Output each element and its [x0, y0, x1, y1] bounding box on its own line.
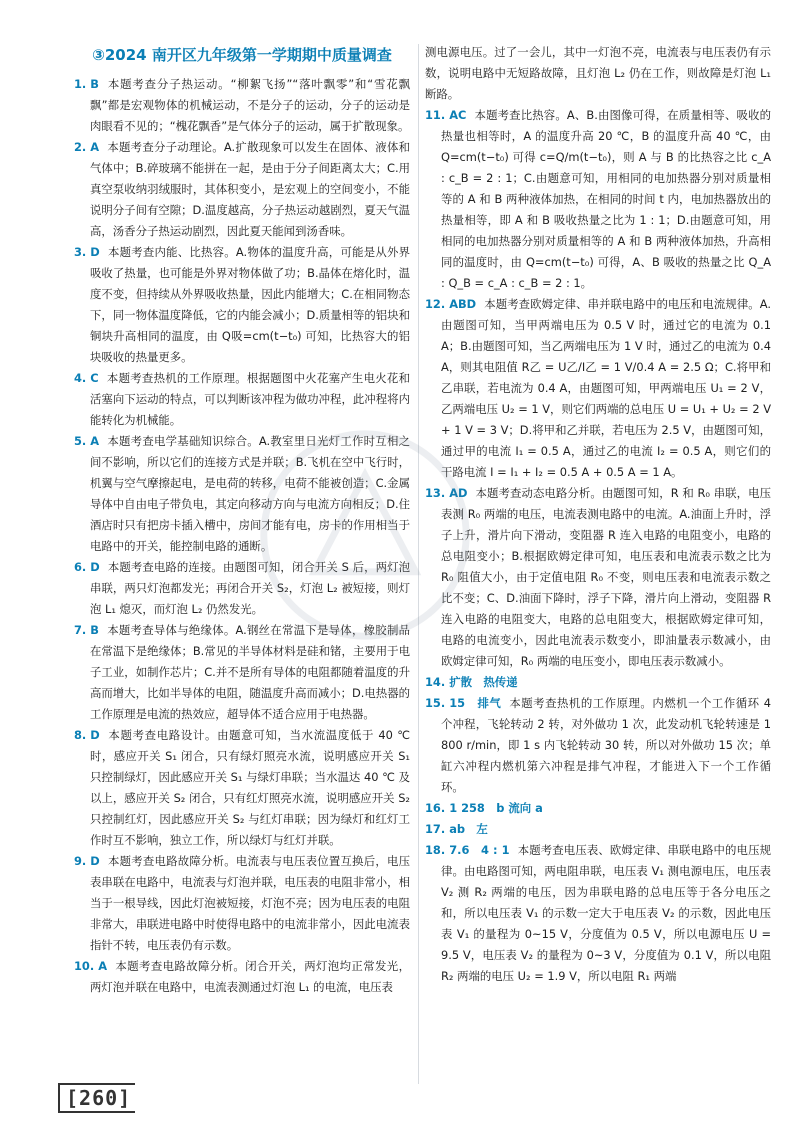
answer-item — [425, 798, 771, 819]
answer-item — [425, 840, 771, 987]
answer-item — [74, 851, 410, 956]
answer-item — [425, 693, 771, 798]
explanation-text: 本题考查电路故障分析。电流表与电压表位置互换后，电压表串联在电路中，电流表与灯泡并联，电压表的电阻非常小，相当于一根导线，因此灯泡被短接，灯泡不亮；因为电压表的电阻非常大，串联进电路中时使得电路中的电流非常小，因此电流表指针不转，电压表仍有示数。 — [90, 854, 410, 952]
answer-item — [74, 137, 410, 242]
explanation-text: 本题考查欧姆定律、串并联电路中的电压和电流规律。A.由题图可知，当甲两端电压为 0.5 V 时，通过它的电流为 0.1 A；B.由题图可知，当乙两端电压为 1 V 时，通过乙的电流为 0.4 A，则其电阻值 R乙 = U乙/I乙 = 1 V/0.4 A = 2.5 Ω；C.将甲和乙串联，若电流为 0.4 A，由题图可知，甲两端电压 U₁ = 2 V，乙两端电压 U₂ = 1 V，则它们两端的总电压 U = U₁ + U₂ = 2 V + 1 V = 3 V；D.将甲和乙并联，若电压为 2.5 V，由题图可知，通过甲的电流 I₁ = 0.5 A，通过乙的电流 I₂ = 0.5 A，则它们的干路电流 I = I₁ + I₂ = 0.5 A + 0.5 A = 1 A。 — [441, 297, 771, 479]
explanation-text: 本题考查电压表、欧姆定律、串联电路中的电压规律。由电路图可知，两电阻串联，电压表 V₁ 测电源电压，电压表 V₂ 测 R₂ 两端的电压，因为串联电路的总电压等于各分电压之和，所以电压表 V₁ 的示数一定大于电压表 V₂ 的示数，因此电压表 V₁ 的量程为 0~15 V，分度值为 0.5 V，所以电源电压 U = 9.5 V，电压表 V₂ 的量程为 0~3 V，分度值为 0.1 V，所以电阻 R₂ 两端的电压 U₂ = 1.9 V，所以电阻 R₁ 两端 — [441, 843, 771, 983]
answer-item — [74, 74, 410, 137]
answer-key: ab 左 — [449, 822, 488, 836]
question-number: 5. — [74, 434, 87, 448]
answer-key: A — [98, 959, 108, 973]
explanation-text: 本题考查内能、比热容。A.物体的温度升高，可能是从外界吸收了热量，也可能是外界对物体做了功；B.晶体在熔化时，温度不变，但持续从外界吸收热量，因此内能增大；C.在相同物态下，同一物体温度降低，它的内能会减小；D.质量相等的铝块和铜块升高相同的温度，由 Q吸=cm(t−t₀) 可知，比热容大的铝块吸收的热量更多。 — [90, 245, 410, 364]
explanation-text: 测电源电压。过了一会儿，其中一灯泡不亮，电流表与电压表仍有示数，说明电路中无短路故障，且灯泡 L₂ 仍在工作，则故障是灯泡 L₁ 断路。 — [425, 45, 771, 101]
explanation-text: 本题考查动态电路分析。由题图可知，R 和 R₀ 串联，电压表测 R₀ 两端的电压，电流表测电路中的电流。A.油面上升时，浮子上升，滑片向下滑动，变阻器 R 连入电路的电阻变小，电路的总电阻变小；B.根据欧姆定律可知，电压表和电流表示数之比为 R₀ 阻值大小，由于定值电阻 R₀ 不变，则电压表和电流表示数之比不变；C、D.油面下降时，浮子下降，滑片向上滑动，变阻器 R 连入电路的电阻变大，电路的总电阻变大，根据欧姆定律可知，电路的电流变小，因此电流表示数变小，即油量表示数减小，由欧姆定律可知，R₀ 两端的电压变小，即电压表示数减小。 — [441, 486, 771, 668]
question-number: 2. — [74, 140, 87, 154]
answer-key: AC — [449, 108, 467, 122]
question-number: 7. — [74, 623, 87, 637]
answer-key: C — [90, 371, 99, 385]
question-number: 6. — [74, 560, 87, 574]
answer-key: D — [90, 245, 100, 259]
question-number: 15. — [425, 696, 446, 710]
watermark-logo — [250, 420, 480, 650]
answer-key: A — [90, 140, 100, 154]
answer-item — [425, 672, 771, 693]
question-number: 17. — [425, 822, 446, 836]
explanation-text: 本题考查导体与绝缘体。A.钢丝在常温下是导体，橡胶制品在常温下是绝缘体；B.常见的半导体材料是硅和锗，主要用于电子工业，如制作芯片；C.并不是所有导体的电阻都随着温度的升高而增大，比如半导体的电阻，随温度升高而减小；D.电热器的工作原理是电流的热效应，超导体不适合应用于电热器。 — [90, 623, 410, 721]
explanation-text: 本题考查热机的工作原理。内燃机一个工作循环 4 个冲程，飞轮转动 2 转，对外做功 1 次，此发动机飞轮转速是 1 800 r/min，即 1 s 内飞轮转动 30 转，所以对外做功 15 次；单缸六冲程内燃机第六冲程是排气冲程，才能进入下一个工作循环。 — [441, 696, 771, 794]
answer-key: D — [90, 854, 100, 868]
explanation-text: 本题考查比热容。A、B.由图像可得，在质量相等、吸收的热量也相等时，A 的温度升高 20 ℃，B 的温度升高 40 ℃，由 Q=cm(t−t₀) 可得 c=Q/m(t−t₀)，则 A 与 B 的比热容之比 c_A : c_B = 2 : 1；C.由题意可知，用相同的电加热器分别对质量相等的 A 和 B 两种液体加热，在相同的时间 t 内，电加热器放出的热量相等，即 A 和 B 吸收热量之比为 1 : 1；D.由题意可知，用相同的电加热器分别对质量相等的 A 和 B 两种液体加热，升高相同的温度时，由 Q=cm(t−t₀) 可得，A、B 吸收的热量之比 Q_A : Q_B = c_A : c_B = 2 : 1。 — [441, 108, 771, 290]
question-number: 11. — [425, 108, 446, 122]
question-number: 18. — [425, 843, 446, 857]
answer-key: 扩散 热传递 — [449, 675, 518, 689]
question-number: 14. — [425, 675, 446, 689]
explanation-text: 本题考查分子热运动。“柳絮飞扬”“落叶飘零”和“雪花飘飘”都是宏观物体的机械运动，不是分子的运动，分子的运动是肉眼看不见的；“槐花飘香”是气体分子的运动，属于扩散现象。 — [90, 77, 410, 133]
explanation-text: 本题考查电路设计。由题意可知，当水流温度低于 40 ℃ 时，感应开关 S₁ 闭合，只有绿灯照亮水流，说明感应开关 S₁ 只控制绿灯，因此感应开关 S₁ 与绿灯串联；当水温达 40 ℃ 及以上，感应开关 S₂ 闭合，只有红灯照亮水流，说明感应开关 S₂ 只控制红灯，因此感应开关 S₂ 与红灯串联；因为绿灯和红灯工作时互不影响，独立工作，所以绿灯与红灯并联。 — [90, 728, 410, 847]
answer-item — [425, 42, 771, 105]
question-number: 10. — [74, 959, 95, 973]
question-number: 1. — [74, 77, 87, 91]
explanation-text: 本题考查电学基础知识综合。A.教室里日光灯工作时互相之间不影响，所以它们的连接方式是并联；B.飞机在空中飞行时，机翼与空气摩擦起电，是电荷的转移，电荷不能被创造；C.金属导体中自由电子带负电，其定向移动方向与电流方向相反；D.住酒店时只有把房卡插入槽中，房间才能有电，房卡的作用相当于电路中的开关，能控制电路的通断。 — [90, 434, 410, 553]
question-number: 16. — [425, 801, 446, 815]
question-number: 12. — [425, 297, 446, 311]
question-number: 4. — [74, 371, 87, 385]
answer-item — [74, 242, 410, 368]
explanation-text: 本题考查分子动理论。A.扩散现象可以发生在固体、液体和气体中；B.碎玻璃不能拼在一起，是由于分子间距离太大；C.用真空泵收纳羽绒服时，其体积变小，是宏观上的空间变小，不能说明分子间有空隙；D.温度越高，分子热运动越剧烈，夏天气温高，汤香分子热运动剧烈，因此夏天能闻到汤香味。 — [90, 140, 410, 238]
answer-key: B — [90, 623, 99, 637]
answer-key: 15 排气 — [449, 696, 502, 710]
explanation-text: 本题考查电路故障分析。闭合开关，两灯泡均正常发光，两灯泡并联在电路中，电流表测通过灯泡 L₁ 的电流，电压表 — [90, 959, 410, 994]
answer-item — [425, 105, 771, 294]
answer-key: A — [90, 434, 100, 448]
answer-item — [74, 956, 410, 998]
question-number: 9. — [74, 854, 87, 868]
answer-key: D — [90, 728, 100, 742]
answer-key: 7.6 4 : 1 — [449, 843, 510, 857]
answer-item — [425, 819, 771, 840]
explanation-text: 本题考查热机的工作原理。根据题图中火花塞产生电火花和活塞向下运动的特点，可以判断该冲程为做功冲程，此冲程将内能转化为机械能。 — [90, 371, 410, 427]
question-number: 8. — [74, 728, 87, 742]
answer-item — [74, 725, 410, 851]
section-title: ③2024 南开区九年级第一学期期中质量调查 — [92, 46, 392, 64]
answer-key: ABD — [449, 297, 477, 311]
explanation-text: 本题考查电路的连接。由题图可知，闭合开关 S 后，两灯泡串联，两只灯泡都发光；再闭合开关 S₂，灯泡 L₂ 被短接，则灯泡 L₁ 熄灭，而灯泡 L₂ 仍然发光。 — [90, 560, 410, 616]
question-number: 13. — [425, 486, 446, 500]
answer-key: 1 258 b 流向 a — [449, 801, 543, 815]
page-number: [260] — [58, 1083, 135, 1113]
question-number: 3. — [74, 245, 87, 259]
answer-key: AD — [449, 486, 468, 500]
answer-key: D — [90, 560, 100, 574]
answer-key: B — [90, 77, 99, 91]
